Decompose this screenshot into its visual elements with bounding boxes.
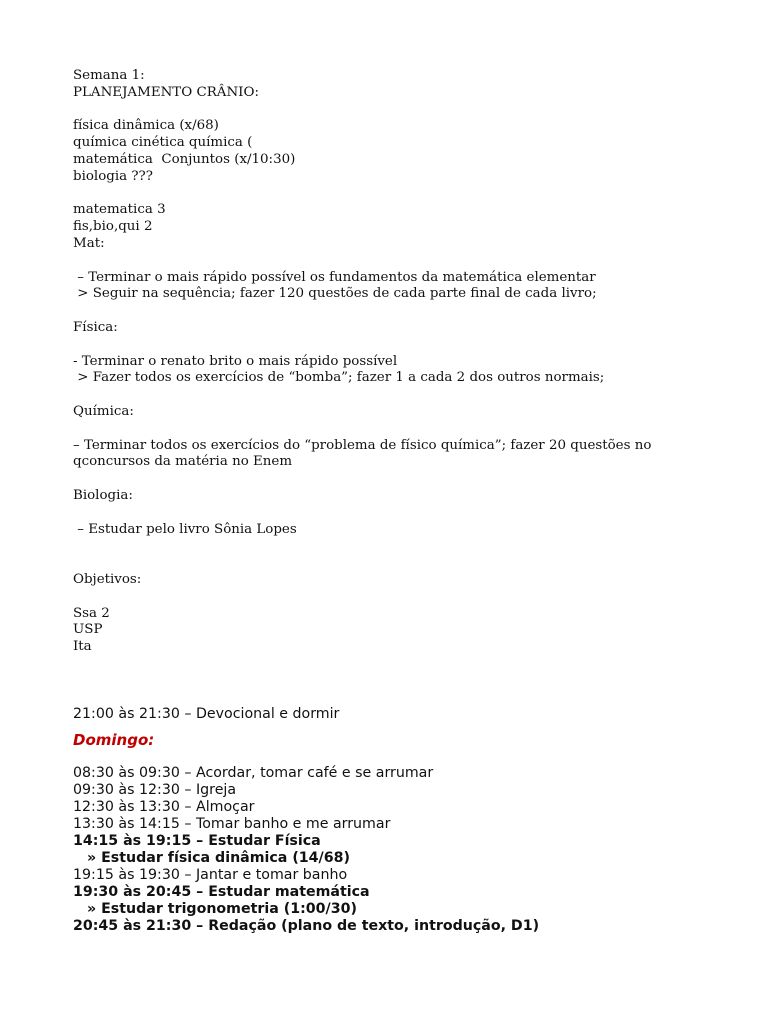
schedule-entry: 14:15 às 19:15 – Estudar Física	[73, 833, 321, 849]
objetivos-label: Objetivos:	[73, 571, 142, 587]
schedule-section	[73, 706, 733, 935]
objetivo-item: Ita	[73, 639, 92, 655]
mat-label: Mat:	[73, 235, 105, 251]
fisica-item: - Terminar o renato brito o mais rápido possível	[73, 353, 398, 369]
fisica-label: Física:	[73, 319, 118, 335]
day-heading: Domingo:	[73, 731, 155, 749]
schedule-subitem: » Estudar física dinâmica (14/68)	[87, 850, 350, 866]
topic-line: química cinética química (	[73, 135, 253, 151]
biologia-item: – Estudar pelo livro Sônia Lopes	[73, 521, 297, 537]
schedule-subitem: » Estudar trigonometria (1:00/30)	[87, 901, 357, 917]
plan-title: PLANEJAMENTO CRÂNIO:	[73, 84, 259, 100]
schedule-entry: 09:30 às 12:30 – Igreja	[73, 782, 237, 798]
pre-schedule-line: 21:00 às 21:30 – Devocional e dormir	[73, 706, 340, 722]
fisica-item: > Fazer todos os exercícios de “bomba”; fazer 1 a cada 2 dos outros normais;	[73, 370, 605, 386]
objetivo-item: Ssa 2	[73, 605, 110, 621]
schedule-list	[73, 765, 733, 935]
study-plan-section	[73, 68, 713, 656]
topic-line: biologia ???	[73, 168, 153, 184]
mat-item: > Seguir na sequência; fazer 120 questões de cada parte final de cada livro;	[73, 286, 597, 302]
biologia-label: Biologia:	[73, 487, 133, 503]
quimica-label: Química:	[73, 403, 134, 419]
schedule-entry: 13:30 às 14:15 – Tomar banho e me arrumar	[73, 816, 391, 832]
schedule-entry: 12:30 às 13:30 – Almoçar	[73, 799, 255, 815]
count-line: matematica 3	[73, 202, 166, 218]
topic-line: matemática Conjuntos (x/10:30)	[73, 151, 296, 167]
schedule-entry: 19:30 às 20:45 – Estudar matemática	[73, 884, 370, 900]
schedule-entry: 20:45 às 21:30 – Redação (plano de texto, introdução, D1)	[73, 918, 540, 934]
mat-item: – Terminar o mais rápido possível os fundamentos da matemática elementar	[73, 269, 596, 285]
objetivo-item: USP	[73, 622, 103, 638]
count-line: fis,bio,qui 2	[73, 219, 153, 235]
schedule-entry: 08:30 às 09:30 – Acordar, tomar café e se arrumar	[73, 765, 434, 781]
quimica-item: – Terminar todos os exercícios do “problema de físico química”; fazer 20 questões no qconcursos da matéria no Enem	[73, 437, 652, 470]
schedule-entry: 19:15 às 19:30 – Jantar e tomar banho	[73, 867, 348, 883]
week-label: Semana 1:	[73, 68, 145, 83]
topic-line: física dinâmica (x/68)	[73, 118, 219, 134]
